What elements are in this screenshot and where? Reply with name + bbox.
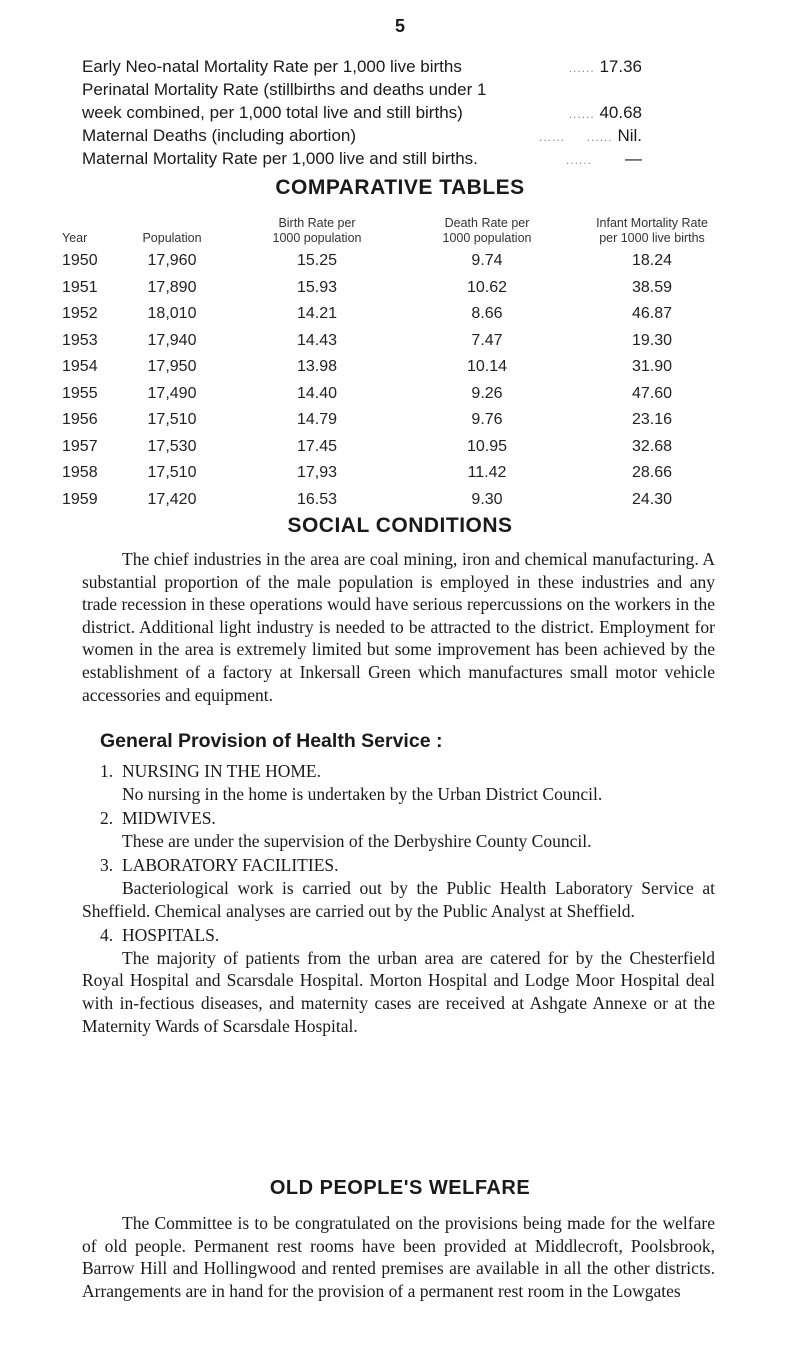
cell-death-rate: 10.95 [466, 437, 508, 455]
old-peoples-welfare-title: OLD PEOPLE'S WELFARE [269, 1177, 531, 1199]
stat-label: Early Neo-natal Mortality Rate per 1,000 live births [82, 57, 462, 76]
cell-death-rate: 9.74 [471, 252, 503, 270]
stat-row [82, 124, 642, 147]
item-text: No nursing in the home is undertaken by the Urban District Council. [122, 783, 603, 804]
page-number: 5 [394, 16, 405, 36]
table-row [62, 354, 732, 381]
table-row [62, 248, 732, 275]
cell-death-rate: 9.76 [471, 411, 503, 429]
stat-label: Perinatal Mortality Rate (stillbirths and deaths under 1 [82, 80, 487, 99]
cell-year: 1959 [62, 490, 98, 508]
stat-label: Maternal Mortality Rate per 1,000 live and still births. [82, 149, 478, 168]
comparative-table [62, 216, 732, 513]
cell-population: 17,420 [147, 490, 197, 508]
vital-statistics [82, 55, 642, 170]
comparative-tables-title: COMPARATIVE TABLES [275, 176, 525, 199]
list-item [82, 807, 715, 852]
stat-value: ...... 40.68 [568, 103, 642, 122]
table-header-row [62, 216, 732, 248]
header-birth-rate: Birth Rate per 1000 population [272, 216, 362, 245]
cell-death-rate: 7.47 [471, 331, 503, 349]
cell-population: 17,510 [147, 464, 197, 482]
cell-infant-mortality: 28.66 [631, 464, 673, 482]
cell-year: 1955 [62, 384, 98, 402]
cell-death-rate: 11.42 [467, 464, 507, 482]
cell-population: 17,510 [147, 411, 197, 429]
stat-value: ...... ...... Nil. [539, 126, 642, 145]
cell-population: 17,950 [147, 358, 197, 376]
header-death-rate: Death Rate per 1000 population [442, 216, 532, 245]
cell-death-rate: 9.30 [471, 490, 503, 508]
cell-population: 17,490 [147, 384, 197, 402]
stat-row [82, 55, 642, 78]
cell-birth-rate: 14.40 [296, 384, 338, 402]
cell-year: 1958 [62, 464, 98, 482]
cell-birth-rate: 17.45 [296, 437, 338, 455]
header-population: Population [142, 231, 202, 245]
old-peoples-welfare-paragraph: The Committee is to be congratulated on the provisions being made for the welfare of old people. Permanent rest rooms have been provided at Middlecroft, Poolsbrook, Barrow Hill and Hollingwood and rented premises are available in all the other districts. Arrangements are in hand for the provision of a permanent rest room in the Lowgates [82, 1213, 715, 1301]
cell-birth-rate: 13.98 [296, 358, 338, 376]
cell-infant-mortality: 23.16 [631, 411, 673, 429]
social-conditions-title: SOCIAL CONDITIONS [287, 514, 513, 537]
table-row [62, 460, 732, 487]
cell-infant-mortality: 47.60 [631, 384, 673, 402]
item-heading: 4. HOSPITALS. [100, 925, 220, 946]
cell-infant-mortality: 38.59 [631, 278, 673, 296]
table-row [62, 328, 732, 355]
cell-infant-mortality: 46.87 [631, 305, 673, 323]
cell-birth-rate: 14.43 [296, 331, 338, 349]
cell-death-rate: 8.66 [471, 305, 503, 323]
item-heading: 3. LABORATORY FACILITIES. [100, 855, 339, 876]
stat-value: ...... — [565, 149, 642, 168]
cell-infant-mortality: 31.90 [631, 358, 673, 376]
cell-birth-rate: 16.53 [296, 490, 338, 508]
cell-birth-rate: 14.21 [296, 305, 338, 323]
stat-row [82, 101, 642, 124]
list-item [82, 924, 715, 1037]
cell-year: 1951 [62, 278, 98, 296]
cell-death-rate: 10.62 [466, 278, 508, 296]
social-conditions-paragraph: The chief industries in the area are coal mining, iron and chemical manufacturing. A substantial proportion of the male population is employed in these industries and any trade recession in these operations would have serious repercussions on the workers in the district. Additional light industry is needed to be attracted to the district. Employment for women in the area is extremely limited but some improvement has been achieved by the establishment of a factory at Inkersall Green which manufactures small motor vehicle accessories and equipment. [82, 549, 715, 705]
cell-infant-mortality: 18.24 [631, 252, 673, 270]
stat-row [82, 78, 642, 101]
stat-value: ...... 17.36 [568, 57, 642, 76]
header-year: Year [62, 231, 88, 245]
health-service-list [82, 760, 715, 1039]
cell-year: 1954 [62, 358, 98, 376]
list-item [82, 760, 715, 805]
stat-label: week combined, per 1,000 total live and still births) [82, 103, 463, 122]
cell-year: 1950 [62, 252, 98, 270]
table-row [62, 381, 732, 408]
list-item [82, 854, 715, 922]
cell-year: 1957 [62, 437, 98, 455]
cell-population: 18,010 [147, 305, 197, 323]
table-row [62, 301, 732, 328]
general-provision-title: General Provision of Health Service : [100, 730, 443, 752]
table-row [62, 407, 732, 434]
cell-population: 17,890 [147, 278, 197, 296]
table-row [62, 487, 732, 514]
cell-population: 17,530 [147, 437, 197, 455]
cell-death-rate: 10.14 [466, 358, 508, 376]
table-row [62, 434, 732, 461]
cell-infant-mortality: 24.30 [631, 490, 673, 508]
cell-population: 17,960 [147, 252, 197, 270]
stat-label: Maternal Deaths (including abortion) [82, 126, 357, 145]
cell-population: 17,940 [147, 331, 197, 349]
cell-birth-rate: 14.79 [296, 411, 338, 429]
cell-death-rate: 9.26 [471, 384, 503, 402]
cell-year: 1952 [62, 305, 98, 323]
cell-birth-rate: 17,93 [296, 464, 338, 482]
header-infant-mortality: Infant Mortality Rate per 1000 live births [596, 216, 708, 245]
cell-infant-mortality: 19.30 [631, 331, 673, 349]
item-text: These are under the supervision of the Derbyshire County Council. [122, 830, 592, 851]
item-text: The majority of patients from the urban area are catered for by the Chesterfield Royal Hospital and Scarsdale Hospital. Morton Hospital and Lodge Moor Hospital deal with in-fectious diseases, and maternity cases are received at Ashgate Annexe or at the Maternity Wards of Scarsdale Hospital. [82, 947, 715, 1036]
cell-year: 1956 [62, 411, 98, 429]
stat-row [82, 147, 642, 170]
item-heading: 1. NURSING IN THE HOME. [100, 761, 321, 781]
cell-birth-rate: 15.93 [296, 278, 338, 296]
cell-infant-mortality: 32.68 [631, 437, 673, 455]
cell-birth-rate: 15.25 [296, 252, 338, 270]
item-text: Bacteriological work is carried out by the Public Health Laboratory Service at Sheffield. Chemical analyses are carried out by the Public Analyst at Sheffield. [82, 877, 715, 921]
cell-year: 1953 [62, 331, 98, 349]
item-heading: 2. MIDWIVES. [100, 808, 216, 829]
table-row [62, 275, 732, 302]
